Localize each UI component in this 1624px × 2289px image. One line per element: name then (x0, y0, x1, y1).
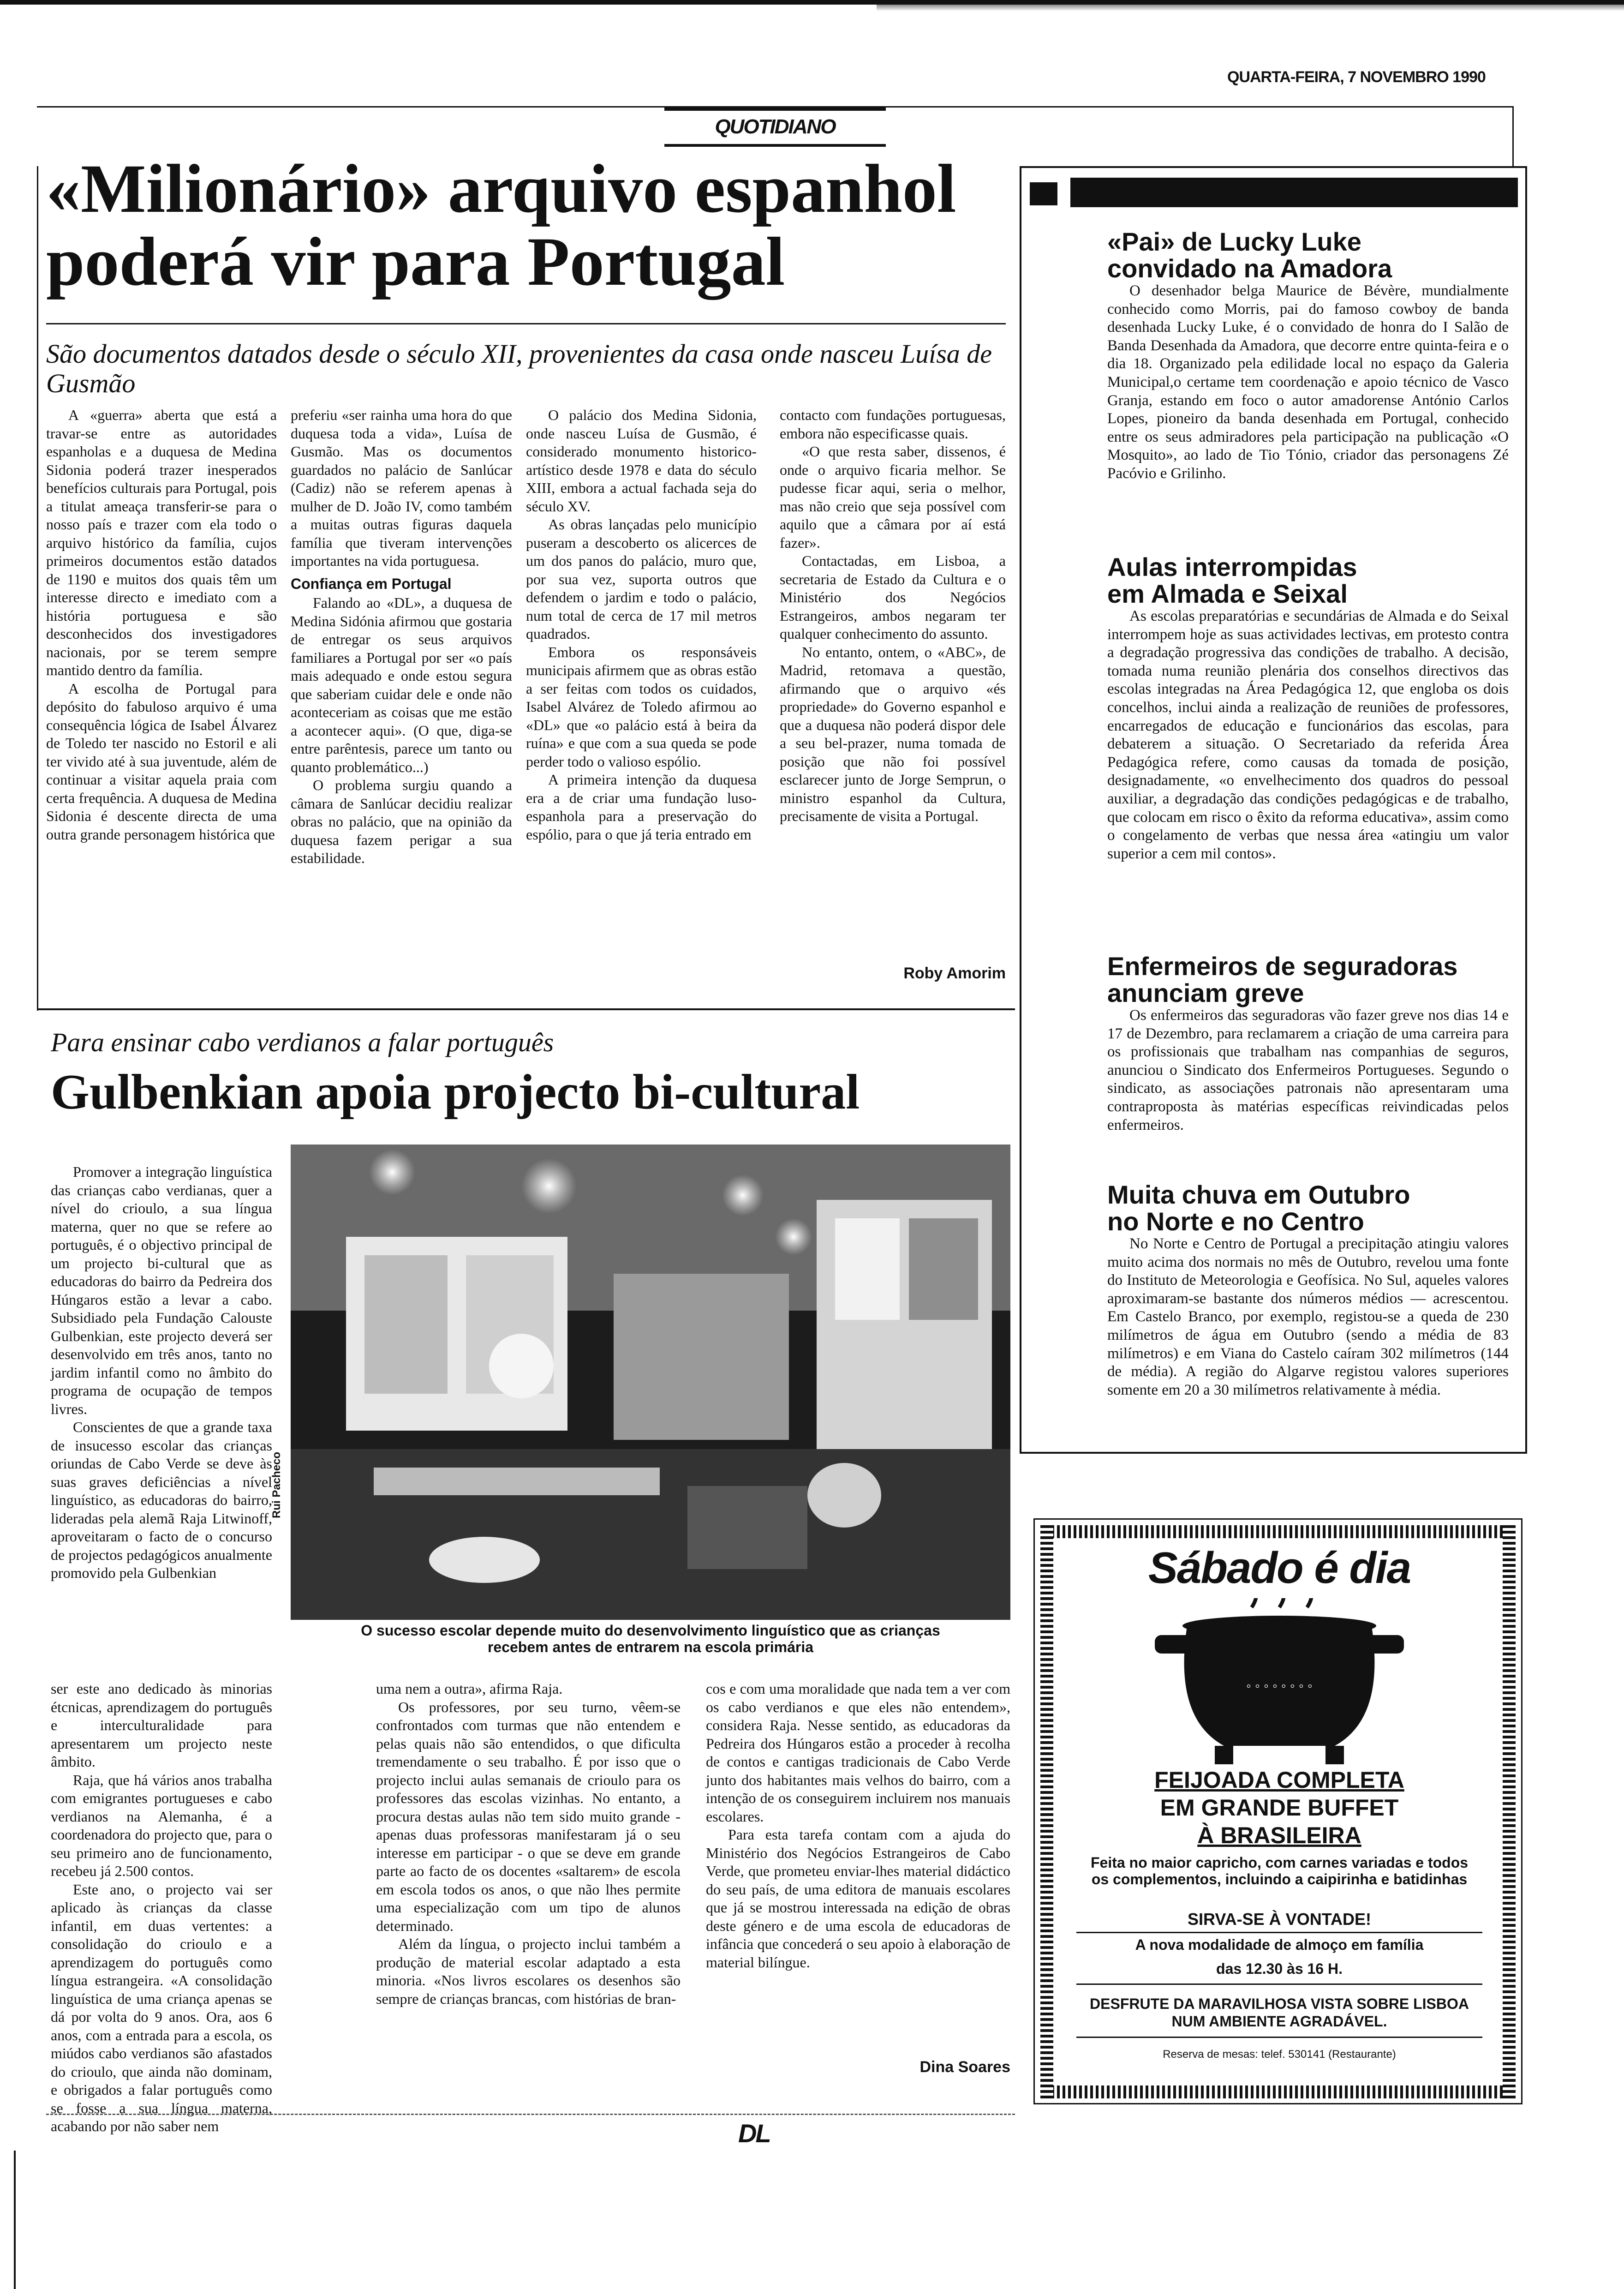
article-divider (37, 1008, 1015, 1010)
classroom-photo (291, 1144, 1010, 1620)
main-col-1 (46, 406, 277, 844)
sidebar-brief-2 (1107, 554, 1509, 863)
main-col-4 (780, 406, 1006, 826)
sidebar-brief-4 (1107, 1181, 1509, 1399)
headline-rule (46, 323, 1006, 324)
paragraph: O problema surgiu quando a câmara de Sanlúcar decidiu realizar obras no palácio, que na opinião da duquesa fazem perigar a sua estabilidade. (291, 777, 512, 866)
caption-line-2: recebem antes de entrarem na escola primária (487, 1639, 814, 1655)
ad-modality: A nova modalidade de almoço em família (1135, 1936, 1424, 1953)
ad-title: Sábado é dia (1148, 1543, 1411, 1593)
paragraph: Conscientes de que a grande taxa de insucesso escolar das crianças oriundas de Cabo Verde se deve às suas graves deficiências a nível linguístico, as educadoras do bairro, lideradas pela alemã Raja Litwinoff, aproveitaram o facto de o concurso de projectos pedagógicos anualmente promovido pela Gulbenkian (51, 1419, 272, 1581)
page-logo: DL (738, 2119, 770, 2148)
ad-border-top (1040, 1525, 1516, 1538)
ad-cta: SIRVA-SE À VONTADE! (1187, 1910, 1372, 1929)
section-label: QUOTIDIANO (715, 115, 836, 138)
section-rule-bottom (664, 144, 886, 147)
caption-line-1: O sucesso escolar depende muito do desenvolvimento linguístico que as crianças (361, 1622, 940, 1639)
ad-border-bottom (1040, 2085, 1516, 2098)
brief-text: As escolas preparatórias e secundárias de Almada e do Seixal interrompem hoje as suas actividades lectivas, em protesto contra a degradação progressiva das condições de trabalho. A decisão, tomada numa reunião plenária dos conselhos directivos das escolas integradas na Área Pedagógica 12, que engloba os dois concelhos, inclui ainda a realização de reuniões de professores, encarregados de educação e funcionários das escolas, para debaterem a situação. O Secretariado da referida Área Pedagógica refere, como causas da tomada de posição, designadamente, «o envelhecimento dos quadros do pessoal auxiliar, a degradação das condições pedagógicas e de trabalho, que colocam em risco o êxito da reforma educativa», assim como o congelamento de verbas que nessa área «atingiu um valor superior a cem mil contos». (1107, 608, 1509, 862)
second-headline: Gulbenkian apoia projecto bi-cultural (51, 1065, 860, 1120)
sidebar-top-bar (1070, 178, 1518, 207)
inline-subhead: Confiança em Portugal (291, 575, 452, 592)
paragraph: As obras lançadas pelo município puseram a descoberto os alicerces de um dos panos do palácio, muro que, por sua vez, suporta outros que defendem o jardim e todo o palácio, num total de cerca de 17 mil metros quadrados. (526, 516, 757, 642)
restaurant-ad (1033, 1518, 1522, 2104)
second-col-c (706, 1680, 1010, 1971)
ad-rule-1 (1076, 1932, 1482, 1933)
paragraph: A primeira intenção da duquesa era a de criar uma fundação luso-espanhola para a preservação do espólio, para o que já teria entrado em (526, 771, 757, 843)
ad-line-3: À BRASILEIRA (1197, 1822, 1361, 1848)
brief-title: no Norte e no Centro (1107, 1207, 1364, 1236)
brief-title: Aulas interrompidas (1107, 552, 1357, 581)
brief-title: Muita chuva em Outubro (1107, 1180, 1410, 1209)
paragraph: Contactadas, em Lisboa, a secretaria de Estado da Cultura e o Ministério dos Negócios Estrangeiros, ambos negaram ter qualquer conhecimento do assunto. (780, 552, 1006, 642)
photo-caption (291, 1622, 1010, 1655)
paragraph: Embora os responsáveis municipais afirmem que as obras estão a ser feitas com todos os cuidados, Isabel Alvárez de Toledo afirmou ao «DL» que «o palácio está à beira da ruína» e que com a sua queda se pode perder todo o valioso espólio. (526, 643, 757, 770)
ad-description: Feita no maior capricho, com carnes variadas e todos os complementos, incluindo a caipirinha e batidinhas (1090, 1854, 1469, 1888)
ad-rule-3 (1076, 2037, 1482, 2038)
top-border-shadow (877, 5, 1624, 11)
brief-title: Enfermeiros de seguradoras (1107, 952, 1458, 981)
sidebar-brief-1 (1107, 228, 1509, 483)
photo-image (291, 1144, 1010, 1620)
headline-line-2: poderá vir para Portugal (46, 223, 785, 300)
paragraph: Falando ao «DL», a duquesa de Medina Sidónia afirmou que gostaria de entregar os seus arquivos familiares a Portugal por ser «o país mais adequado e onde estou segura que saberiam cuidar dele e onde não aconteceriam as coisas que me estão a acontecer aqui». (O que, diga-se entre parêntesis, parece um tanto ou quanto problemático...) (291, 594, 512, 775)
paragraph: A escolha de Portugal para depósito do fabuloso arquivo é uma consequência lógica de Isabel Álvarez de Toledo ter nascido no Estoril e ali ter vivido até à sua juventude, além de continuar a visitar aquela praia com certa frequência. A duquesa de Medina Sidonia é descente directa de uma outra grande personagem histórica que (46, 680, 277, 843)
paragraph: contacto com fundações portuguesas, embora não especificasse quais. (780, 407, 1006, 442)
binding-line (14, 2151, 16, 2289)
paragraph: No entanto, ontem, o «ABC», de Madrid, retomava a questão, afirmando que o arquivo «és propriedade» do Governo espanhol e que a duquesa não poderá dispor dele a seu bel-prazer, numa tomada de posição que não foi possível esclarecer junto de Jorge Semprun, o ministro espanhol da Cultura, precisamente de visita a Portugal. (780, 643, 1006, 824)
headline-line-1: «Milionário» arquivo espanhol (46, 150, 956, 227)
paragraph: preferiu «ser rainha uma hora do que duquesa toda a vida», Luísa de Gusmão. Mas os documentos guardados no palácio de Sanlúcar (Cadiz) não se referem apenas à mulher de D. João IV, como também a muitas outras figuras daquela família que tiveram intervenções importantes na vida portuguesa. (291, 407, 512, 569)
brief-text: Os enfermeiros das seguradoras vão fazer greve nos dias 14 e 17 de Dezembro, para reclamarem a criação de uma carreira para os profissionais que trabalham nas companhias de seguros, anunciou o Sindicato dos Enfermeiros Portugueses. Segundo o sindicato, as associações patronais não apresentaram uma contraproposta às matérias específicas reivindicadas pelos enfermeiros. (1107, 1007, 1509, 1133)
ad-line-2: EM GRANDE BUFFET (1160, 1795, 1399, 1821)
paragraph: uma nem a outra», afirma Raja. (376, 1680, 563, 1697)
brief-text: No Norte e Centro de Portugal a precipitação atingiu valores muito acima dos normais no mês de Outubro, revelou uma fonte do Instituto de Meteorologia e Geofísica. No Sul, aqueles valores aproximaram-se bastante dos números médios — acrescentou. Em Castelo Branco, por exemplo, registou-se a queda de 230 milímetros de água em Outubro (sendo a média de 83 milímetros) e em Viana do Castelo caíram 302 milímetros (144 de média). A região do Algarve registou valores superiores somente em 20 a 30 milímetros relativamente à média. (1107, 1235, 1509, 1398)
main-col-2 (291, 406, 512, 868)
second-byline: Dina Soares (919, 2058, 1010, 2076)
brief-title: em Almada e Seixal (1107, 579, 1348, 608)
paragraph: cos e com uma moralidade que nada tem a ver com os cabo verdianos e que eles não entendem», considera Raja. Nesse sentido, as educadoras da Pedreira dos Húngaros estão a proceder à recolha de contos e cantigas tradicionais de Cabo Verde junto dos habitantes mais velhos do bairro, com a intenção de os conseguirem incluirem nos manuais escolares. (706, 1680, 1010, 1825)
brief-text: O desenhador belga Maurice de Bévère, mundialmente conhecido como Morris, pai do famoso cowboy de banda desenhada Lucky Luke, é o convidado de honra do I Salão de Banda Desenhada da Amadora, que decorre entre quinta-feira e o dia 18. Organizado pela edilidade local no espaço da Galeria Municipal,o certame tem coordenação e apoio técnico de Vasco Granja, estando em foco o autor amadorense António Carlos Lopes, pioneiro da banda desenhada em Portugal, conhecido entre os seus admiradores pela participação na publicação «O Mosquito», ao lado de Tio Tónio, criador das personagens Zé Pacóvio e Grilinho. (1107, 282, 1509, 482)
pot-illustration (1136, 1598, 1422, 1774)
main-col-3 (526, 406, 757, 844)
second-kicker: Para ensinar cabo verdianos a falar português (51, 1027, 554, 1057)
brief-title: convidado na Amadora (1107, 254, 1392, 283)
ad-view: DESFRUTE DA MARAVILHOSA VISTA SOBRE LISBOA NUM AMBIENTE AGRADÁVEL. (1090, 1995, 1469, 2030)
main-headline (46, 152, 1015, 298)
paragraph: Além da língua, o projecto inclui também a produção de material escolar adaptado a esta minoria. «Nos livros escolares os desenhos são sempre de crianças brancas, com histórias de bran- (376, 1935, 681, 2007)
second-col-a (51, 1680, 272, 2136)
top-border (0, 0, 1624, 5)
photo-credit: Rui Pacheco (270, 1451, 283, 1518)
paragraph: «O que resta saber, dissenos, é onde o arquivo ficaria melhor. Se pudesse ficar aqui, seria o melhor, mas não creio que seja possível com aquilo que a câmara por aí está fazer». (780, 443, 1006, 551)
paragraph: Para esta tarefa contam com a ajuda do Ministério dos Negócios Estrangeiros de Cabo Verde, que prometeu enviar-lhes material didáctico do seu país, de uma editora de manuais escolares que já se mostrou interessada na edição de obras deste género e de uma escola de educadoras de infância que concederá o seu apoio à elaboração de material bilíngue. (706, 1826, 1010, 1971)
main-subhead: São documentos datados desde o século XII, provenientes da casa onde nasceu Luísa de Gusmão (46, 339, 992, 398)
brief-title: «Pai» de Lucky Luke (1107, 227, 1361, 256)
paragraph: Este ano, o projecto vai ser aplicado às crianças da classe infantil, em duas vertentes: a consolidação do crioulo e a aprendizagem do português como língua estrangeira. «A consolidação linguística de uma criança apenas se dá por volta do 9 anos. Ora, aos 6 anos, com a entrada para a escola, os miúdos cabo verdianos são afastados do crioulo, que ainda não dominam, e obrigados a falar português como se fosse a sua língua materna, acabando por não saber nem (51, 1881, 272, 2134)
ad-line-1: FEIJOADA COMPLETA (1154, 1767, 1404, 1793)
second-col-b (376, 1680, 681, 2008)
brief-title: anunciam greve (1107, 978, 1304, 1007)
ad-rule-2 (1076, 1983, 1482, 1985)
ad-reservations: Reserva de mesas: telef. 530141 (Restaurante) (1163, 2048, 1396, 2061)
date-line: QUARTA-FEIRA, 7 NOVEMBRO 1990 (1227, 68, 1486, 86)
ad-border-left (1040, 1525, 1053, 2098)
sidebar-brief-3 (1107, 953, 1509, 1134)
main-byline: Roby Amorim (903, 965, 1006, 982)
main-frame-left (37, 166, 38, 1011)
paragraph: Promover a integração linguística das crianças cabo verdianas, quer a nível do crioulo, a sua língua materna, quer no que se refere ao português, é o objectivo principal de um projecto bi-cultural que as educadoras do bairro da Pedreira dos Húngaros estão a levar a cabo. Subsidiado pela Fundação Calouste Gulbenkian, este projecto deverá ser desenvolvido em três anos, tanto no jardim infantil como no âmbito do programa de ocupação de tempos livres. (51, 1163, 272, 1417)
sidebar-top-square (1030, 182, 1057, 205)
paragraph: Raja, que há vários anos trabalha com emigrantes portugueses e cabo verdianos na Alemanha, é a coordenadora do projecto que, para o seu primeiro ano de funcionamento, recebeu já 2.500 contos. (51, 1771, 272, 1879)
paragraph: A «guerra» aberta que está a travar-se entre as autoridades espanholas e a duquesa de Medina Sidonia poderá trazer inesperados benefícios culturais para Portugal, pois a titulat ameaça transferir-se para o nosso país e trazer com ela todo o arquivo histórico da família, cujos primeiros documentos estão datados de 1190 e muitos dos quais têm um interesse directo e imediato com a história portuguesa e são desconhecidos dos investigadores nacionais, por se terem sempre mantido dentro da família. (46, 407, 277, 678)
second-lead-col (51, 1163, 272, 1582)
page-frame-top (37, 106, 1513, 108)
svg-text:◦ ◦ ◦ ◦ ◦ ◦ ◦ ◦: ◦ ◦ ◦ ◦ ◦ ◦ ◦ ◦ (1246, 1678, 1313, 1694)
paragraph: Os professores, por seu turno, vêem-se confrontados com turmas que não entendem e pelas quais não são entendidos, o que dificulta tremendamente o seu trabalho. É por isso que o projecto inclui aulas semanais de crioulo para os professores das escolas vizinhas. No entanto, a procura destas aulas não tem sido muito grande - apenas duas professoras manifestaram já o seu interesse em participar - o que se deve em grande parte ao facto de os docentes «saltarem» de escola em escola todos os anos, o que não lhes permite uma especialização com um tipo de alunos determinado. (376, 1698, 681, 1934)
paragraph: O palácio dos Medina Sidonia, onde nasceu Luísa de Gusmão, é considerado monumento historico-artístico desde 1978 e data do século XIII, embora a actual fachada seja do século XV. (526, 407, 757, 515)
ad-hours: das 12.30 às 16 H. (1216, 1960, 1343, 1977)
paragraph: ser este ano dedicado às minorias étcnicas, aprendizagem do português e interculturalidade para apresentarem um projecto neste âmbito. (51, 1680, 272, 1770)
page-frame-right (1512, 106, 1514, 166)
bottom-rule (46, 2114, 1015, 2116)
